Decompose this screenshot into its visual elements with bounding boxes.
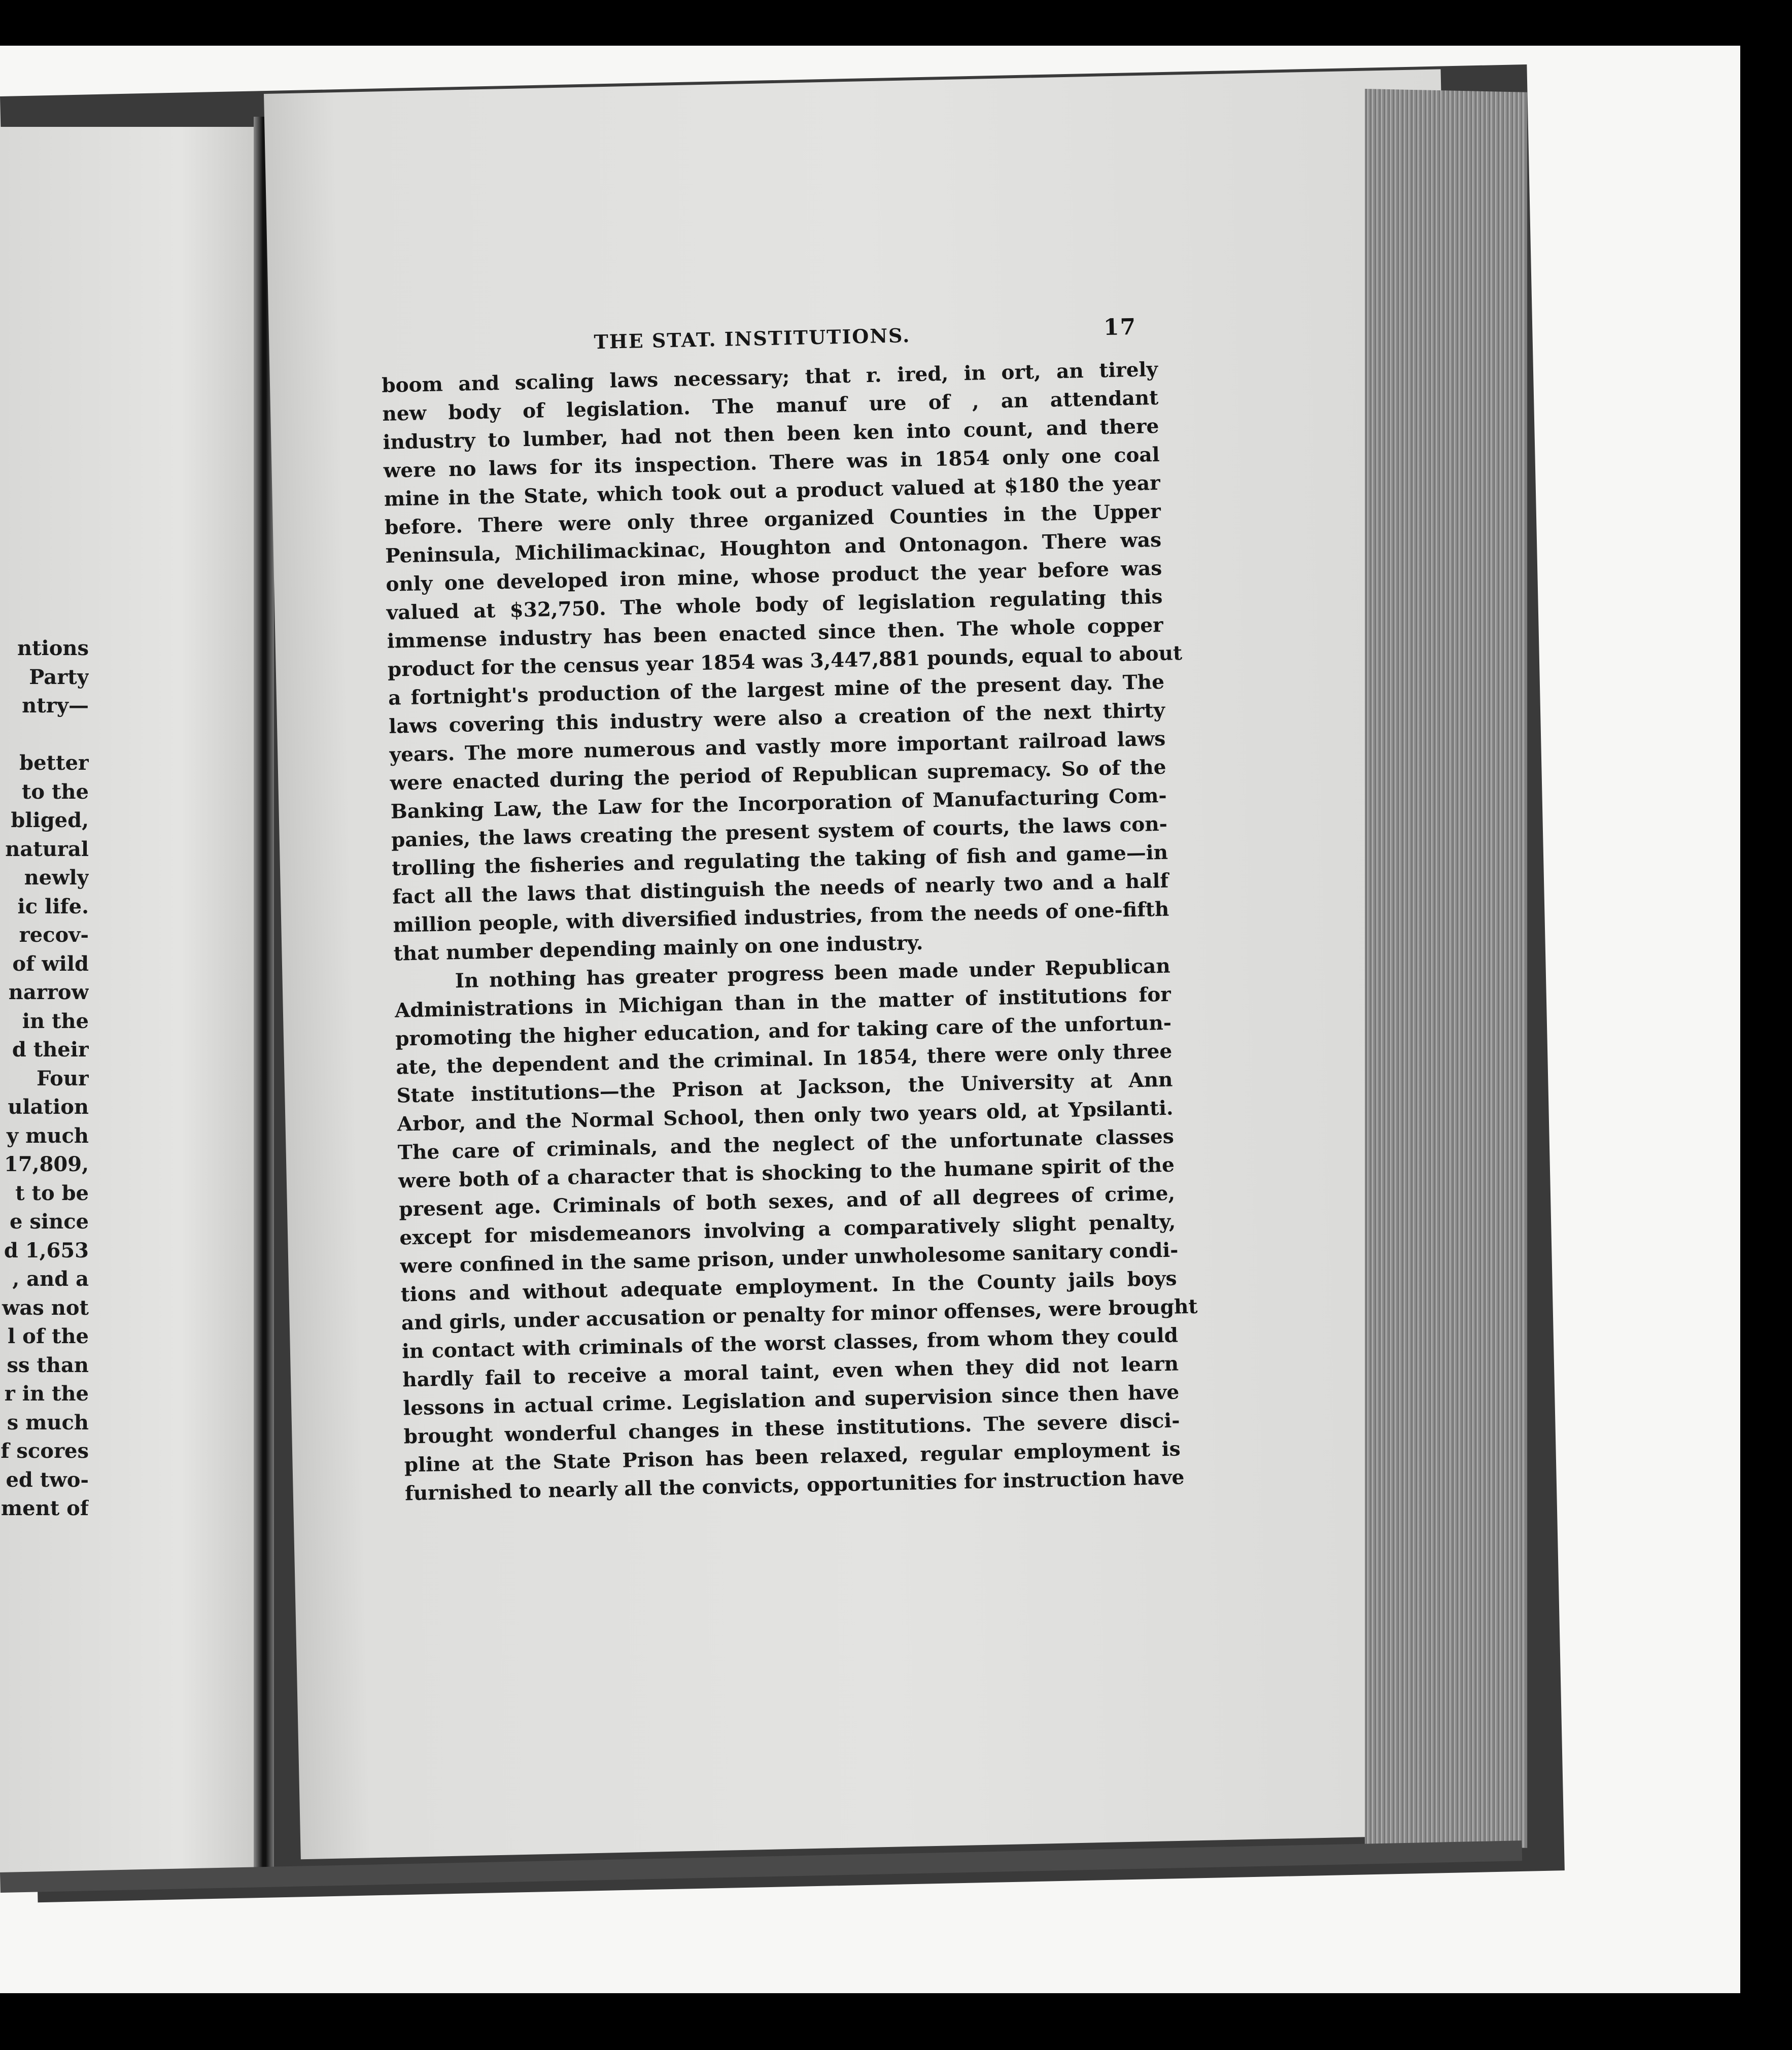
text-line: were enacted during the period of Republican supremacy. So of the [390,755,1166,795]
text-line: million people, with diversified industries, from the needs of one-fifth [393,897,1169,937]
left-page-line: ment of [1,1496,89,1520]
text-line: before. There were only three organized Counties in the Upper [384,499,1161,539]
scan-border-right [1740,0,1792,2050]
text-line: industry to lumber, had not then been ken into count, and there [383,414,1159,454]
left-page-line: ntry— [22,694,89,718]
text-line: In nothing has greater progress been made under Republican [455,954,1171,993]
text-line: tions and without adequate employment. In the County jails boys [400,1267,1177,1307]
page-number: 17 [1103,314,1137,341]
left-page-line: narrow [8,980,89,1004]
scan-border-bottom [0,1993,1792,2050]
left-page-line: of wild [12,951,89,976]
left-page-line: d their [12,1038,89,1062]
text-line: and girls, under accusation or penalty for minor offenses, were brought [401,1294,1198,1335]
left-page-line: r in the [4,1382,89,1406]
scan-border-top [0,0,1792,46]
right-page-text-block [381,314,1198,1508]
left-page-line: bliged, [11,808,89,832]
text-line: in contact with criminals of the worst classes, from whom they could [401,1323,1179,1363]
left-page-line: f scores [1,1439,89,1463]
left-page-line: y much [6,1123,89,1148]
text-line: laws covering this industry were also a creation of the next thirty [388,698,1165,738]
text-line: hardly fail to receive a moral taint, even when they did not learn [402,1352,1179,1392]
text-line: a fortnight's production of the largest mine of the present day. The [388,670,1165,710]
left-page-line: ss than [7,1353,89,1377]
left-page-line: to the [21,779,89,804]
text-line: valued at $32,750. The whole body of legislation regulating this [386,585,1163,625]
text-line: Banking Law, the Law for the Incorporation of Manufacturing Com- [390,783,1167,824]
text-line: immense industry has been enacted since then. The whole copper [387,613,1164,653]
text-line: State institutions—the Prison at Jackson, the University at Ann [396,1068,1173,1108]
text-line: only one developed iron mine, whose product the year before was [386,556,1162,596]
text-line: Arbor, and the Normal School, then only two years old, at Ypsilanti. [397,1096,1174,1136]
text-line: Administrations in Michigan than in the matter of institutions for [394,982,1171,1022]
left-page-line: Four [36,1066,89,1090]
left-page-text-fragments [0,634,89,1523]
text-line: lessons in actual crime. Legislation and supervision since then have [403,1380,1180,1420]
left-page-line: t to be [15,1181,89,1205]
text-line: present age. Criminals of both sexes, and of all degrees of crime, [398,1181,1176,1221]
text-line: brought wonderful changes in these institutions. The severe disci- [403,1409,1180,1449]
left-page-line: in the [22,1009,89,1033]
left-page-line: Party [29,665,89,689]
left-page-line: was not [2,1295,89,1320]
left-page-line: natural [5,837,89,861]
body-text [381,355,1198,1508]
text-line: Peninsula, Michilimackinac, Houghton and Ontonagon. There was [385,528,1162,568]
left-page-line: e since [10,1210,89,1234]
text-line: furnished to nearly all the convicts, opportunities for instruction have [404,1465,1185,1506]
text-line: boom and scaling laws necessary; that r. ired, in ort, an tirely [381,357,1158,397]
page-edges [1365,89,1527,1848]
left-page-line: s much [7,1410,89,1434]
left-page-line [0,721,89,749]
left-page-line: ulation [8,1095,89,1119]
text-line: new body of legislation. The manuf ure of , an attendant [382,386,1159,426]
text-line: years. The more numerous and vastly more important railroad laws [389,727,1166,767]
running-head-title: THE STAT. INSTITUTIONS. [594,324,911,354]
text-line: panies, the laws creating the present system of courts, the laws con- [391,812,1168,852]
left-page-line: 17,809, [4,1152,89,1176]
text-line: fact all the laws that distinguish the needs of nearly two and a half [392,869,1169,909]
left-page-line: l of the [8,1324,89,1348]
left-page-line: ic life. [17,894,89,918]
left-page-line: ed two- [6,1467,89,1492]
left-page-line: , and a [12,1267,89,1291]
text-line: product for the census year 1854 was 3,447,881 pounds, equal to about [387,641,1183,681]
text-line: were no laws for its inspection. There was in 1854 only one coal [383,442,1160,483]
text-line: that number depending mainly on one industry. [393,931,923,966]
left-page-line: recov- [19,923,89,947]
left-page-line: d 1,653 [4,1238,89,1262]
text-line: except for misdemeanors involving a comparatively slight penalty, [399,1210,1176,1250]
text-line: The care of criminals, and the neglect of the unfortunate classes [397,1124,1175,1165]
text-line: were confined in the same prison, under unwholesome sanitary condi- [400,1238,1179,1278]
text-line: trolling the fisheries and regulating the taking of fish and game—in [391,840,1168,880]
text-line: promoting the higher education, and for taking care of the unfortun- [395,1011,1172,1051]
left-page-line: newly [24,866,89,890]
text-line: pline at the State Prison has been relaxed, regular employment is [404,1437,1181,1477]
text-line: mine in the State, which took out a product valued at $180 the year [384,471,1161,511]
left-page-line: better [19,751,89,775]
left-page-line: ntions [17,636,89,660]
text-line: ate, the dependent and the criminal. In 1854, there were only three [395,1039,1173,1079]
text-line: were both of a character that is shocking to the humane spirit of the [398,1153,1175,1193]
